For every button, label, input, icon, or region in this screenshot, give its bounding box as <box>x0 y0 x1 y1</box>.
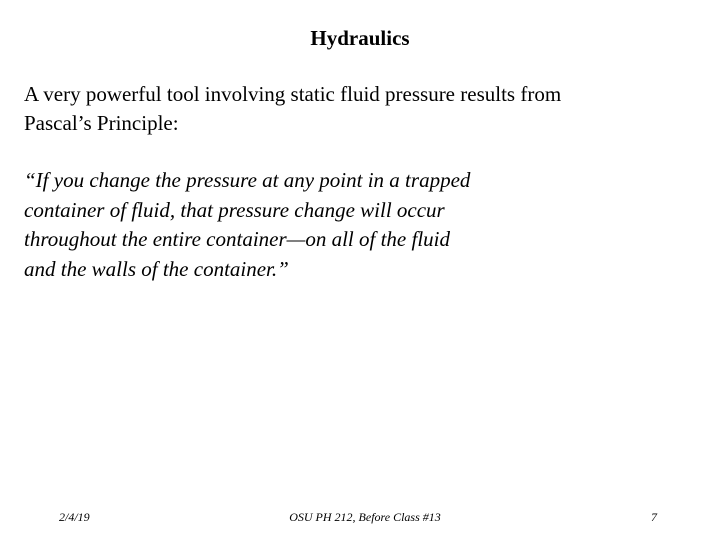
footer-date: 2/4/19 <box>59 510 90 524</box>
intro-line: A very powerful tool involving static fluid pressure results from <box>24 82 562 106</box>
intro-line: Pascal’s Principle: <box>24 111 179 135</box>
page-number: 7 <box>651 510 657 524</box>
intro-paragraph <box>24 80 664 138</box>
slide-title: Hydraulics <box>310 26 410 50</box>
quote-line: and the walls of the container.” <box>24 256 289 281</box>
footer-course: OSU PH 212, Before Class #13 <box>289 510 441 524</box>
quote-line: “If you change the pressure at any point in a trapped <box>24 168 471 192</box>
quote-line: container of fluid, that pressure change will occur <box>24 197 445 222</box>
pascal-principle-quote <box>24 166 584 284</box>
quote-line: throughout the entire container—on all of the fluid <box>24 227 450 251</box>
